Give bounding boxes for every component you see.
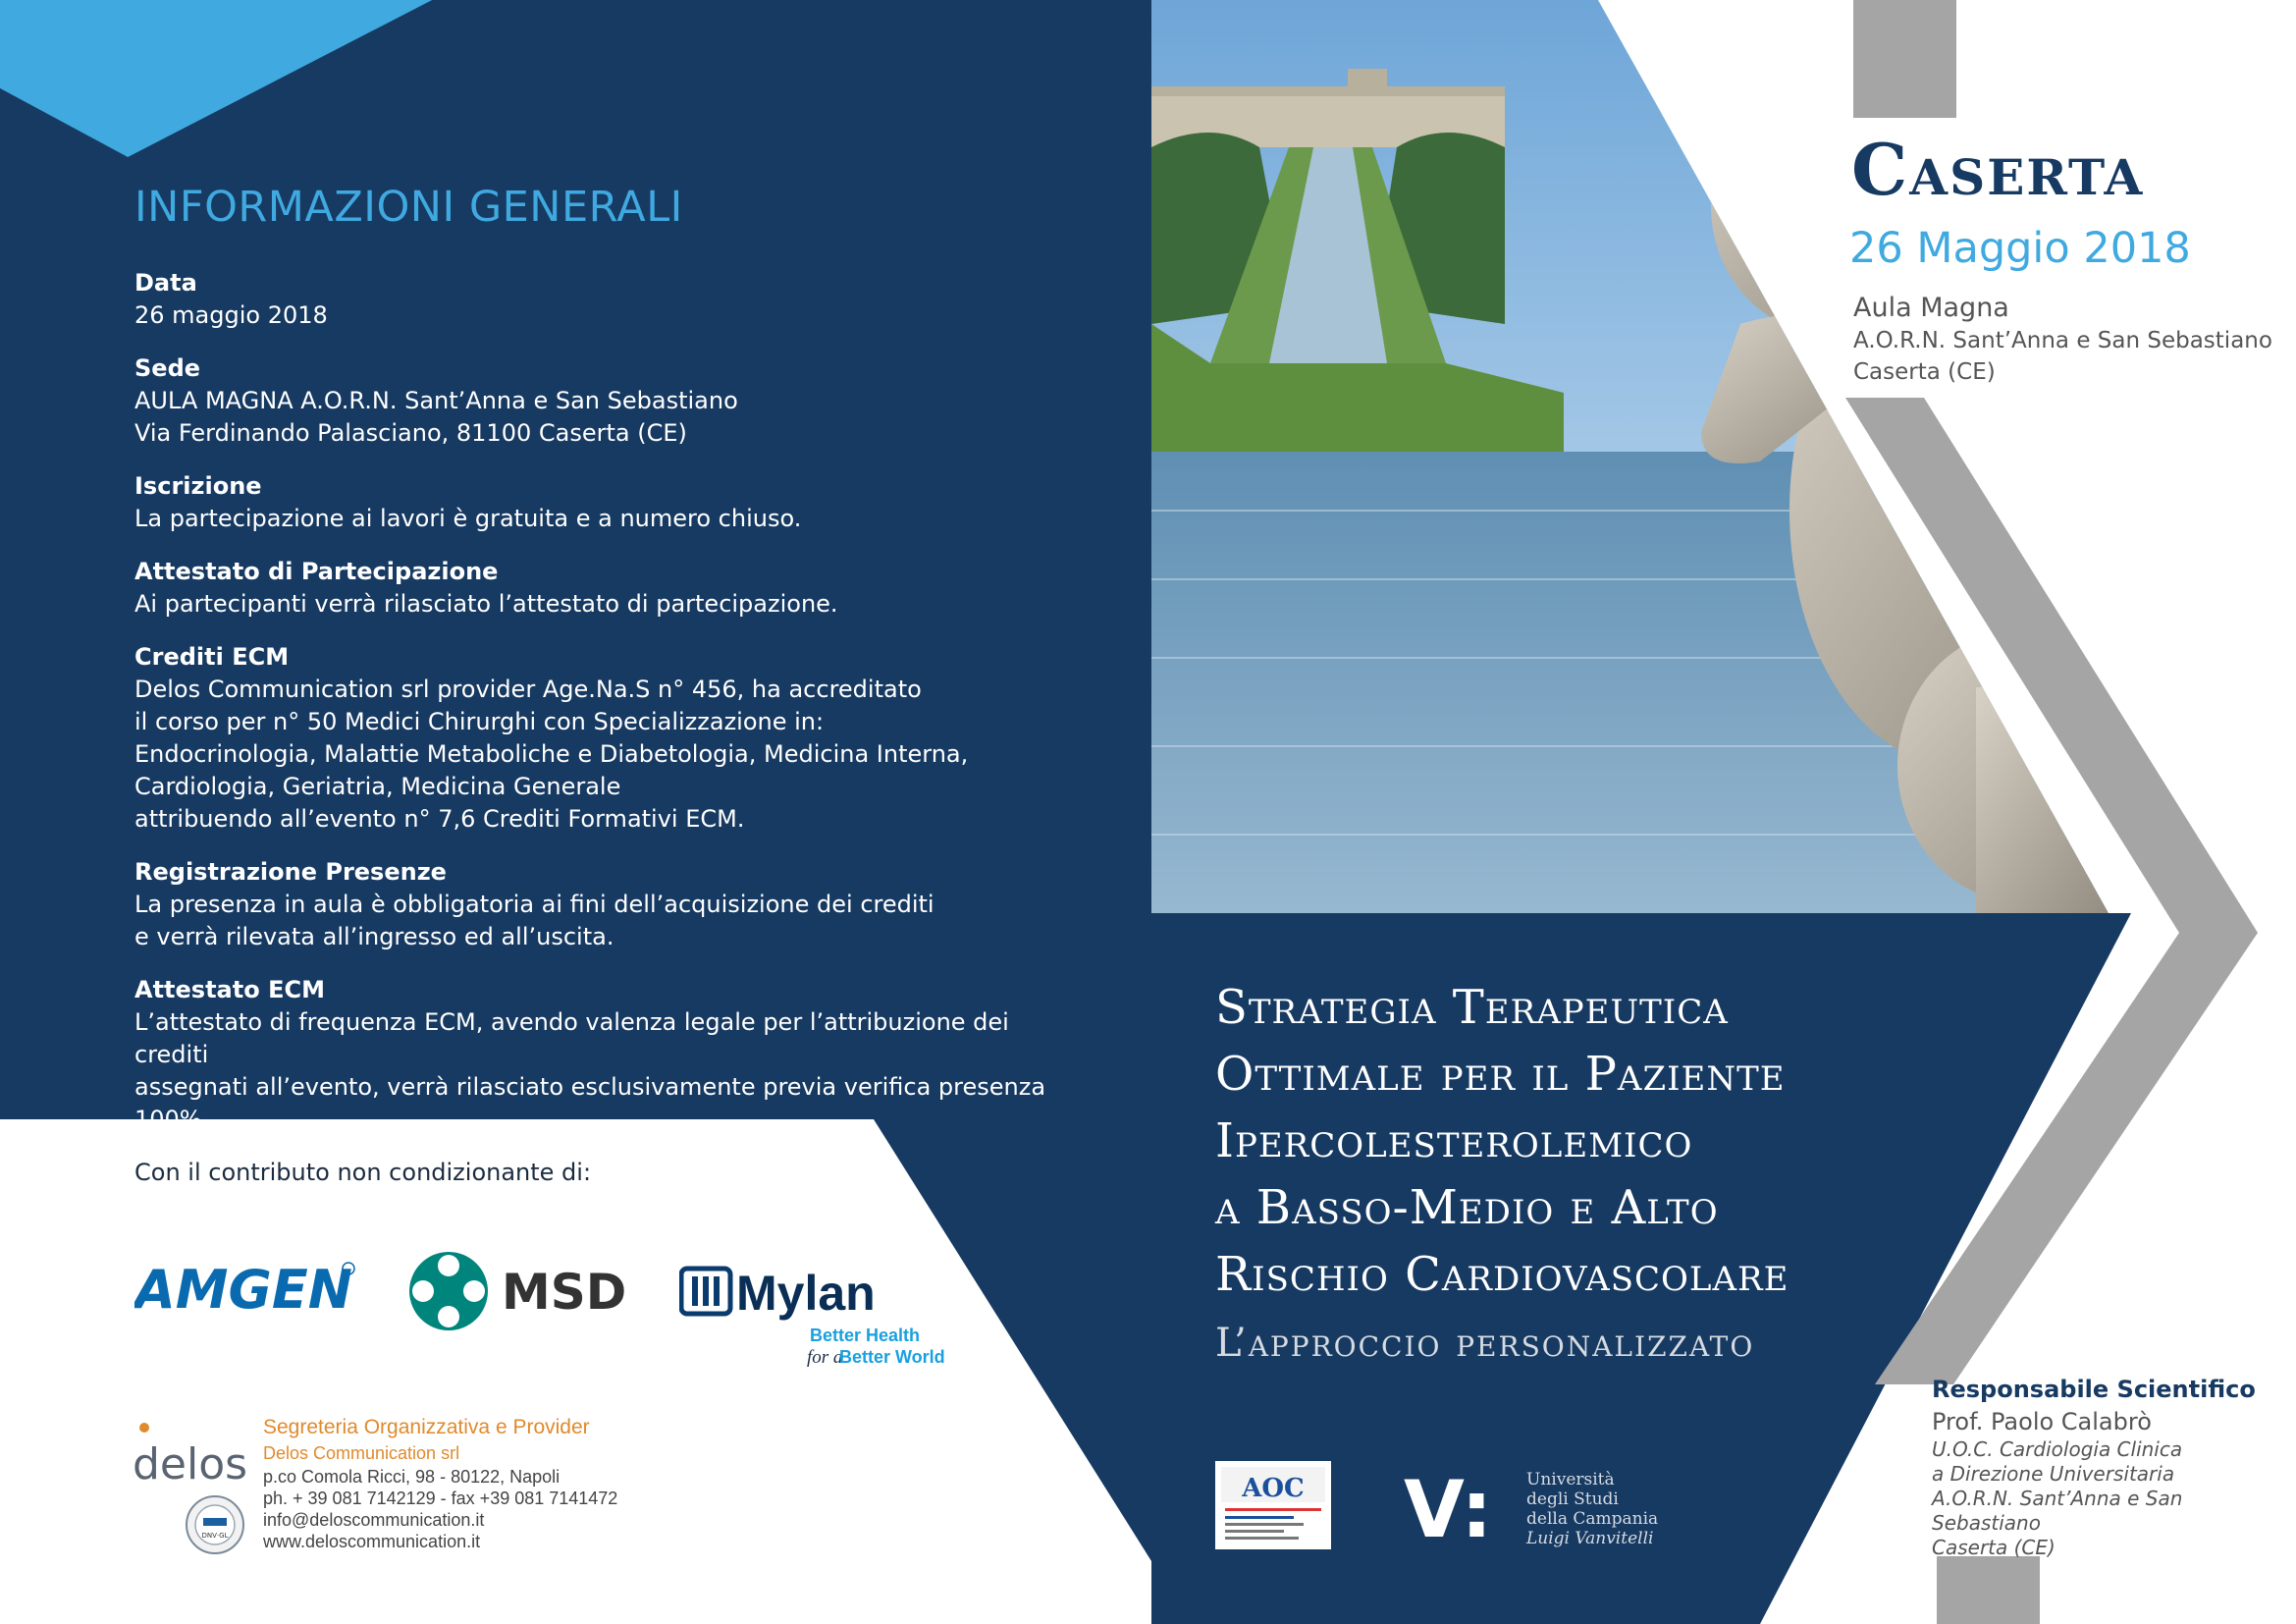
info-venue [134, 352, 1077, 450]
msd-wordmark: MSD [502, 1264, 627, 1321]
event-subtitle: L’approccio personalizzato [1215, 1321, 1755, 1366]
organizer-info [263, 1414, 617, 1552]
organizer-address: p.co Comola Ricci, 98 - 80122, Napoli [263, 1467, 561, 1487]
event-date: 26 Maggio 2018 [1849, 224, 2191, 273]
mylan-wordmark: Mylan [736, 1266, 876, 1321]
info-text: Ai partecipanti verrà rilasciato l’attestato di partecipazione. [134, 590, 838, 618]
cert-label: DNV·GL [201, 1532, 229, 1540]
info-text: L’attestato di frequenza ECM, avendo valenza legale per l’attribuzione dei crediti assegnati all’evento, verrà rilasciato esclusivamente previa verifica presenza [134, 1008, 1046, 1101]
info-label: Registrazione Presenze [134, 858, 447, 886]
organizer-phone: ph. + 39 081 7142129 - fax +39 081 7141472 [263, 1489, 618, 1508]
info-label: Attestato di Partecipazione [134, 558, 499, 585]
university-mark: V: [1404, 1464, 1493, 1551]
info-date [134, 267, 1077, 332]
organizer-website[interactable]: www.deloscommunication.it [263, 1532, 481, 1551]
aorn-logo [1215, 1461, 1331, 1549]
info-text: Delos Communication srl provider Age.Na.S n° 456, ha accreditato il corso per n° 50 Medici Chirurghi con Specializzazione in: Endocrinologia, Malattie Metaboliche e Diabetologia, Medicina Interna, Cardiologia, Geriatria, Medicina Generale attribuendo all’evento n° 7,6 Crediti Formativi ECM. [134, 676, 969, 833]
university-logo [1404, 1463, 1659, 1551]
info-registration [134, 470, 1077, 535]
organizer-title: Segreteria Organizzativa e Provider [263, 1416, 590, 1438]
msd-logo [407, 1250, 633, 1332]
mylan-tagline-1: Better Health [810, 1326, 921, 1345]
amgen-wordmark: AMGEN [134, 1259, 352, 1320]
info-text: La presenza in aula è obbligatoria ai fini dell’acquisizione dei crediti e verrà rilevata all’ingresso ed all’uscita. [134, 891, 934, 950]
info-text: La partecipazione ai lavori è gratuita e a numero chiuso. [134, 505, 802, 532]
info-attendance-certificate [134, 556, 1077, 621]
info-attendance-registration [134, 856, 1077, 953]
info-label: Iscrizione [134, 472, 262, 500]
info-text: 26 maggio 2018 [134, 301, 328, 329]
university-name-3: della Campania [1526, 1509, 1659, 1529]
title-line: Rischio Cardiovascolare [1215, 1247, 1789, 1302]
scientific-lead-affiliation: a Direzione Universitaria [1932, 1462, 2175, 1486]
organizer-email[interactable]: info@deloscommunication.it [263, 1510, 485, 1530]
mylan-tagline-2: Better World [839, 1347, 945, 1367]
scientific-lead-label: Responsabile Scientifico [1932, 1376, 2256, 1403]
event-city: Caserta [1851, 128, 2145, 211]
title-line: Ottimale per il Paziente [1215, 1047, 1786, 1102]
contribution-text: Con il contributo non condizionante di: [134, 1159, 592, 1186]
university-name-1: Università [1526, 1470, 1615, 1489]
info-text: AULA MAGNA A.O.R.N. Sant’Anna e San Sebastiano Via Ferdinando Palasciano, 81100 Caserta (CE) [134, 387, 738, 447]
aorn-mark: AOC [1242, 1474, 1305, 1503]
info-label: Attestato ECM [134, 976, 325, 1003]
university-name-2: degli Studi [1526, 1489, 1619, 1509]
info-title: INFORMAZIONI GENERALI [134, 183, 683, 232]
info-label: Data [134, 269, 197, 297]
scientific-lead-affiliation: Caserta (CE) [1932, 1536, 2056, 1559]
title-line: Ipercolesterolemico [1215, 1113, 1693, 1168]
delos-wordmark: delos [133, 1439, 248, 1489]
scientific-lead [1932, 1373, 2296, 1560]
venue-name: Aula Magna [1853, 293, 2009, 323]
gray-bar-bottom [1937, 1556, 2040, 1624]
venue-city: Caserta (CE) [1853, 359, 1996, 385]
university-name-4: Luigi Vanvitelli [1526, 1529, 1654, 1548]
title-line: a Basso-Medio e Alto [1215, 1180, 1719, 1235]
info-ecm-credits [134, 641, 1077, 836]
notch-mask [0, 0, 432, 157]
venue-org: A.O.R.N. Sant’Anna e San Sebastiano [1853, 328, 2272, 353]
mylan-tagline-for: for a [807, 1347, 843, 1368]
organizer-company: Delos Communication srl [263, 1443, 460, 1463]
event-venue [1853, 292, 2272, 388]
scientific-lead-name: Prof. Paolo Calabrò [1932, 1408, 2152, 1435]
gray-bar-top [1853, 0, 1956, 118]
delos-logo [131, 1420, 258, 1489]
info-label: Crediti ECM [134, 643, 290, 671]
info-list [134, 267, 1077, 1189]
scientific-lead-affiliation: A.O.R.N. Sant’Anna e San Sebastiano [1932, 1487, 2183, 1535]
certification-badge [185, 1494, 245, 1555]
title-line: Strategia Terapeutica [1215, 980, 1729, 1035]
info-label: Sede [134, 354, 201, 382]
event-title [1215, 974, 2020, 1308]
scientific-lead-affiliation: U.O.C. Cardiologia Clinica [1932, 1437, 2183, 1461]
amgen-logo [134, 1257, 360, 1320]
mylan-logo [679, 1261, 974, 1369]
